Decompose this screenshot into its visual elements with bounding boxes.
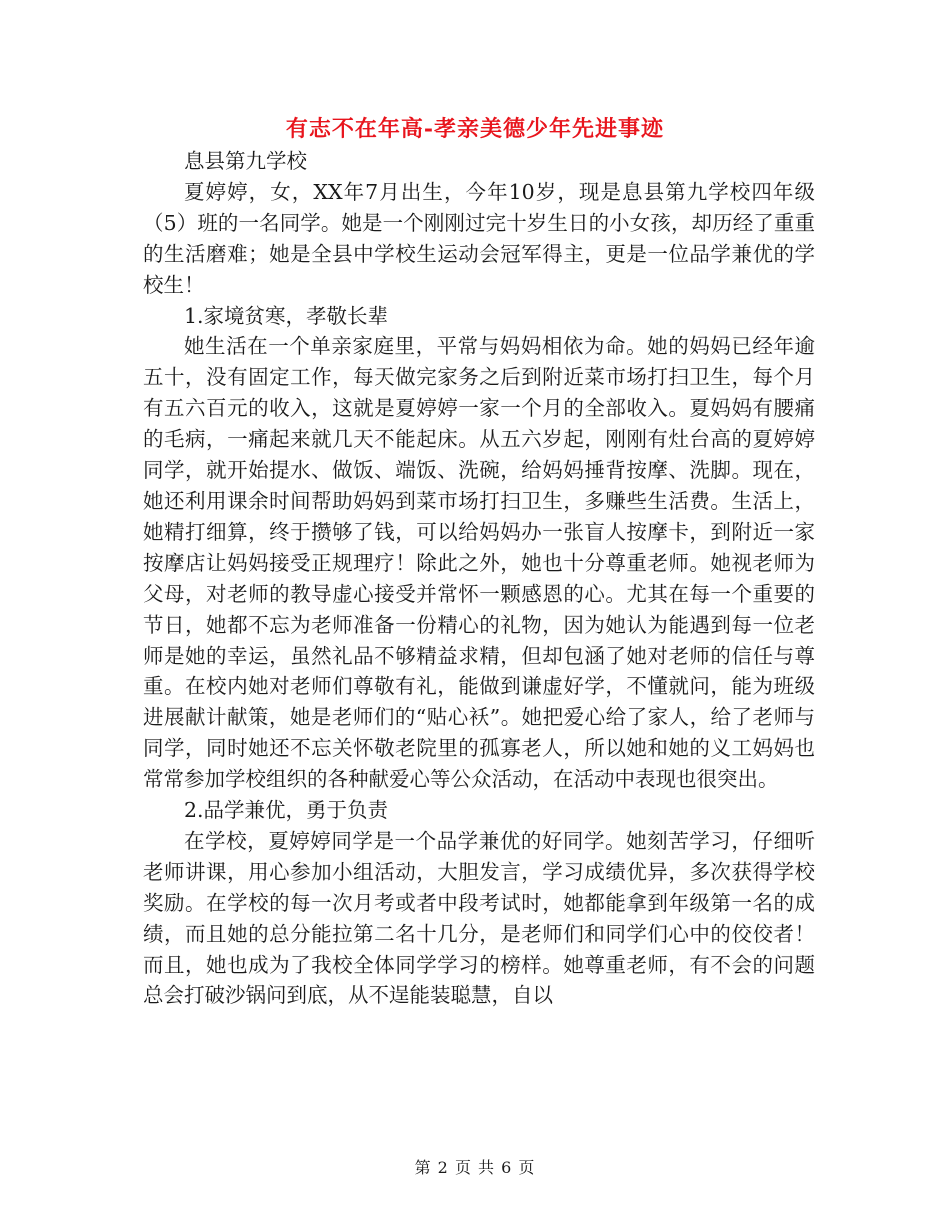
school-name-paragraph: 息县第九学校 (184, 149, 307, 173)
section-1-paragraph: 她生活在一个单亲家庭里，平常与妈妈相依为命。她的妈妈已经年逾五十，没有固定工作，每天做完家务之后到附近菜市场打扫卫生，每个月有五六百元的收入，这就是夏婷婷一家一个月的全部收入。夏妈妈有腰痛的毛病，一痛起来就几天不能起床。从五六岁起，刚刚有灶台高的夏婷婷同学，就开始提水、做饭、端饭、洗碗，给妈妈捶背按摩、洗脚。现在，她还利用课余时间帮助妈妈到菜市场打扫卫生，多赚些生活费。生活上，她精打细算，终于攒够了钱，可以给妈妈办一张盲人按摩卡，到附近一家按摩店让妈妈接受正规理疗！除此之外，她也十分尊重老师。她视老师为父母，对老师的教导虚心接受并常怀一颗感恩的心。尤其在每一个重要的节日，她都不忘为老师准备一份精心的礼物，因为她认为能遇到每一位老师是她的幸运，虽然礼品不够精益求精，但却包涵了她对老师的信任与尊重。在校内她对老师们尊敬有礼，能做到谦虚好学，不懂就问，能为班级进展献计献策，她是老师们的“贴心袄”。她把爱心给了家人，给了老师与同学，同时她还不忘关怀敬老院里的孤寡老人，所以她和她的义工妈妈也常常参加学校组织的各种献爱心等公众活动，在活动中表现也很突出。 (143, 334, 815, 792)
section-heading-2: 2.品学兼优，勇于负责 (184, 798, 389, 823)
intro-paragraph: 夏婷婷，女，XX年7月出生，今年10岁，现是息县第九学校四年级（5）班的一名同学。她是一个刚刚过完十岁生日的小女孩，却历经了重重的生活磨难；她是全县中学校生运动会冠军得主，更是一位品学兼优的学校生！ (143, 179, 815, 297)
document-title: 有志不在年高-孝亲美德少年先进事迹 (285, 116, 665, 142)
section-heading-1: 1.家境贫寒，孝敬长辈 (184, 303, 389, 328)
document-body (143, 146, 815, 1011)
page-footer: 第 2 页 共 6 页 (414, 1158, 536, 1177)
section-2-paragraph: 在学校，夏婷婷同学是一个品学兼优的好同学。她刻苦学习，仔细听老师讲课，用心参加小组活动，大胆发言，学习成绩优异，多次获得学校奖励。在学校的每一次月考或者中段考试时，她都能拿到年级第一名的成绩，而且她的总分能拉第二名十几分，是老师们和同学们心中的佼佼者！而且，她也成为了我校全体同学学习的榜样。她尊重老师，有不会的问题总会打破沙锅问到底，从不逞能装聪慧，自以 (143, 828, 815, 1008)
